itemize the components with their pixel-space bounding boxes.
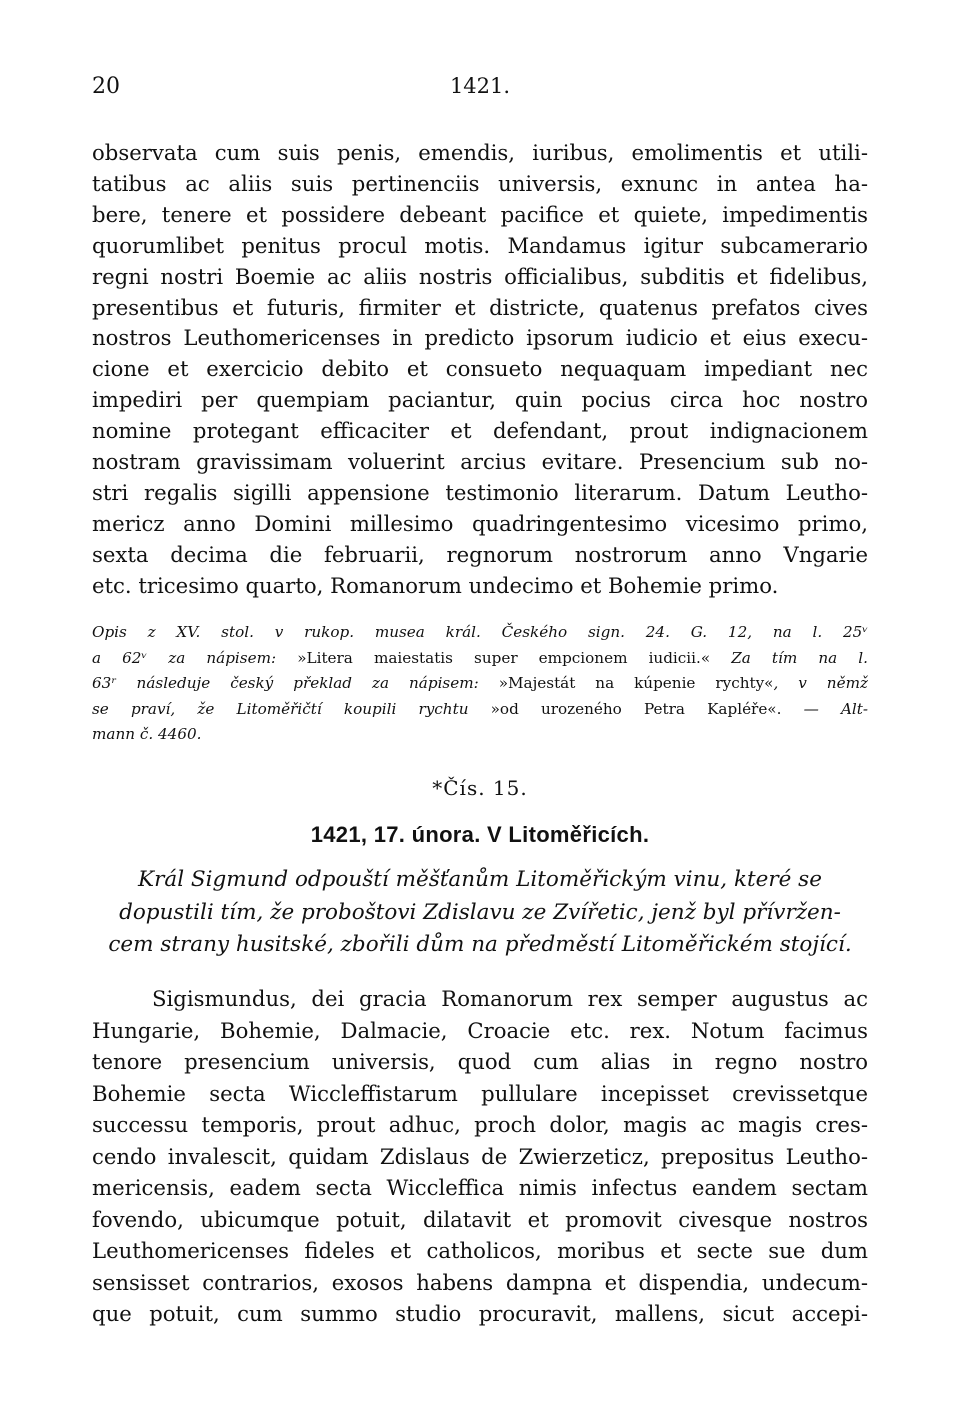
note-text: se praví, že Litoměřičtí koupili rychtu	[92, 699, 491, 718]
running-title: 1421.	[449, 74, 511, 98]
summary-line: cem strany husitské, zbořili dům na předměstí Litoměřickém stojící.	[108, 932, 852, 957]
text-line: cione et exercicio debito et consueto nequaquam impediant nec	[92, 356, 868, 382]
text-line: tenore presencium universis, quod cum alias in regno nostro	[92, 1049, 868, 1074]
note-line	[92, 671, 868, 697]
text-line: successu temporis, prout adhuc, proch dolor, magis ac magis cres-	[92, 1112, 868, 1137]
page-header	[92, 74, 868, 104]
text-line: tatibus ac aliis suis pertinenciis universis, exnunc in antea ha-	[92, 170, 868, 196]
charter-text	[92, 983, 868, 1330]
note-text: a 62ᵛ za nápisem:	[92, 648, 298, 667]
text-line: bere, tenere et possidere debeant pacifice et quiete, impedimentis	[92, 201, 868, 227]
summary-line: dopustili tím, že proboštovi Zdislavu ze Zvířetic, jenž byl přívržen-	[119, 899, 841, 925]
text-line: nomine protegant efficaciter et defendant, prout indignacionem	[92, 418, 868, 444]
note-text: Za tím na l.	[710, 648, 868, 667]
text-line: sensisset contrarios, exosos habens dampna et dispendia, undecum-	[92, 1269, 868, 1295]
document-number: *Čís. 15.	[432, 776, 528, 800]
note-line	[92, 697, 868, 723]
text-line: observata cum suis penis, emendis, iuribus, emolimentis et utili-	[92, 140, 868, 165]
text-line: regni nostri Boemie ac aliis nostris officialibus, subditis et fidelibus,	[92, 263, 868, 289]
charter-text-continued	[92, 138, 868, 602]
text-line: sexta decima die februarii, regnorum nostrorum anno Vngarie	[92, 541, 868, 567]
text-line: cendo invalescit, quidam Zdislaus de Zwierzeticz, prepositus Leutho-	[92, 1143, 868, 1169]
text-line: Hungarie, Bohemie, Dalmacie, Croacie etc. rex. Notum facimus	[92, 1017, 868, 1043]
note-line	[92, 646, 868, 672]
note-text: — Alt-	[781, 699, 869, 718]
text-line: Leuthomericenses fideles et catholicos, moribus et secte sue dum	[92, 1238, 868, 1263]
text-line: presentibus et futuris, firmiter et districte, quatenus prefatos cives	[92, 294, 868, 320]
text-line: stri regalis sigilli appensione testimonio literarum. Datum Leutho-	[92, 479, 868, 505]
date-heading: 1421, 17. února. V Litoměřicích.	[310, 822, 650, 847]
text-line: etc. tricesimo quarto, Romanorum undecimo et Bohemie primo.	[92, 572, 779, 598]
text-line: Bohemie secta Wiccleffistarum pullulare incepisset crevissetque	[92, 1080, 868, 1106]
summary-line: Král Sigmund odpouští měšťanům Litoměřickým vinu, které se	[138, 867, 822, 892]
source-note	[92, 620, 868, 748]
document-summary	[92, 864, 868, 962]
text-line: mericensis, eadem secta Wiccleffica nimis infectus eandem sectam	[92, 1175, 868, 1200]
text-line: mericz anno Domini millesimo quadringentesimo vicesimo primo,	[92, 510, 868, 536]
page-number: 20	[92, 74, 120, 99]
note-quote: »Majestát na kúpenie rychty«	[498, 674, 774, 693]
note-text: 63ʳ následuje český překlad za nápisem:	[92, 674, 499, 693]
note-quote: »od urozeného Petra Kapléře«.	[490, 699, 782, 718]
note-quote: »Litera maiestatis super empcionem iudicii.«	[297, 648, 711, 667]
note-line: mann č. 4460.	[92, 725, 202, 744]
text-line: fovendo, ubicumque potuit, dilatavit et promovit civesque nostros	[92, 1206, 868, 1232]
text-line: que potuit, cum summo studio procuravit, mallens, sicut accepi-	[92, 1301, 868, 1326]
text-line: nostros Leuthomericenses in predicto ipsorum iudicio et eius execu-	[92, 325, 868, 351]
text-line: quorumlibet penitus procul motis. Mandamus igitur subcamerario	[92, 232, 868, 258]
note-line: Opis z XV. stol. v rukop. musea král. Českého sign. 24. G. 12, na l. 25ᵛ	[92, 623, 868, 641]
text-line: nostram gravissimam voluerint arcius evitare. Presencium sub no-	[92, 449, 868, 475]
text-line: Sigismundus, dei gracia Romanorum rex semper augustus ac	[152, 986, 868, 1011]
text-line: impediri per quempiam paciantur, quin pocius circa hoc nostro	[92, 387, 868, 413]
note-text: , v němž	[773, 674, 868, 693]
